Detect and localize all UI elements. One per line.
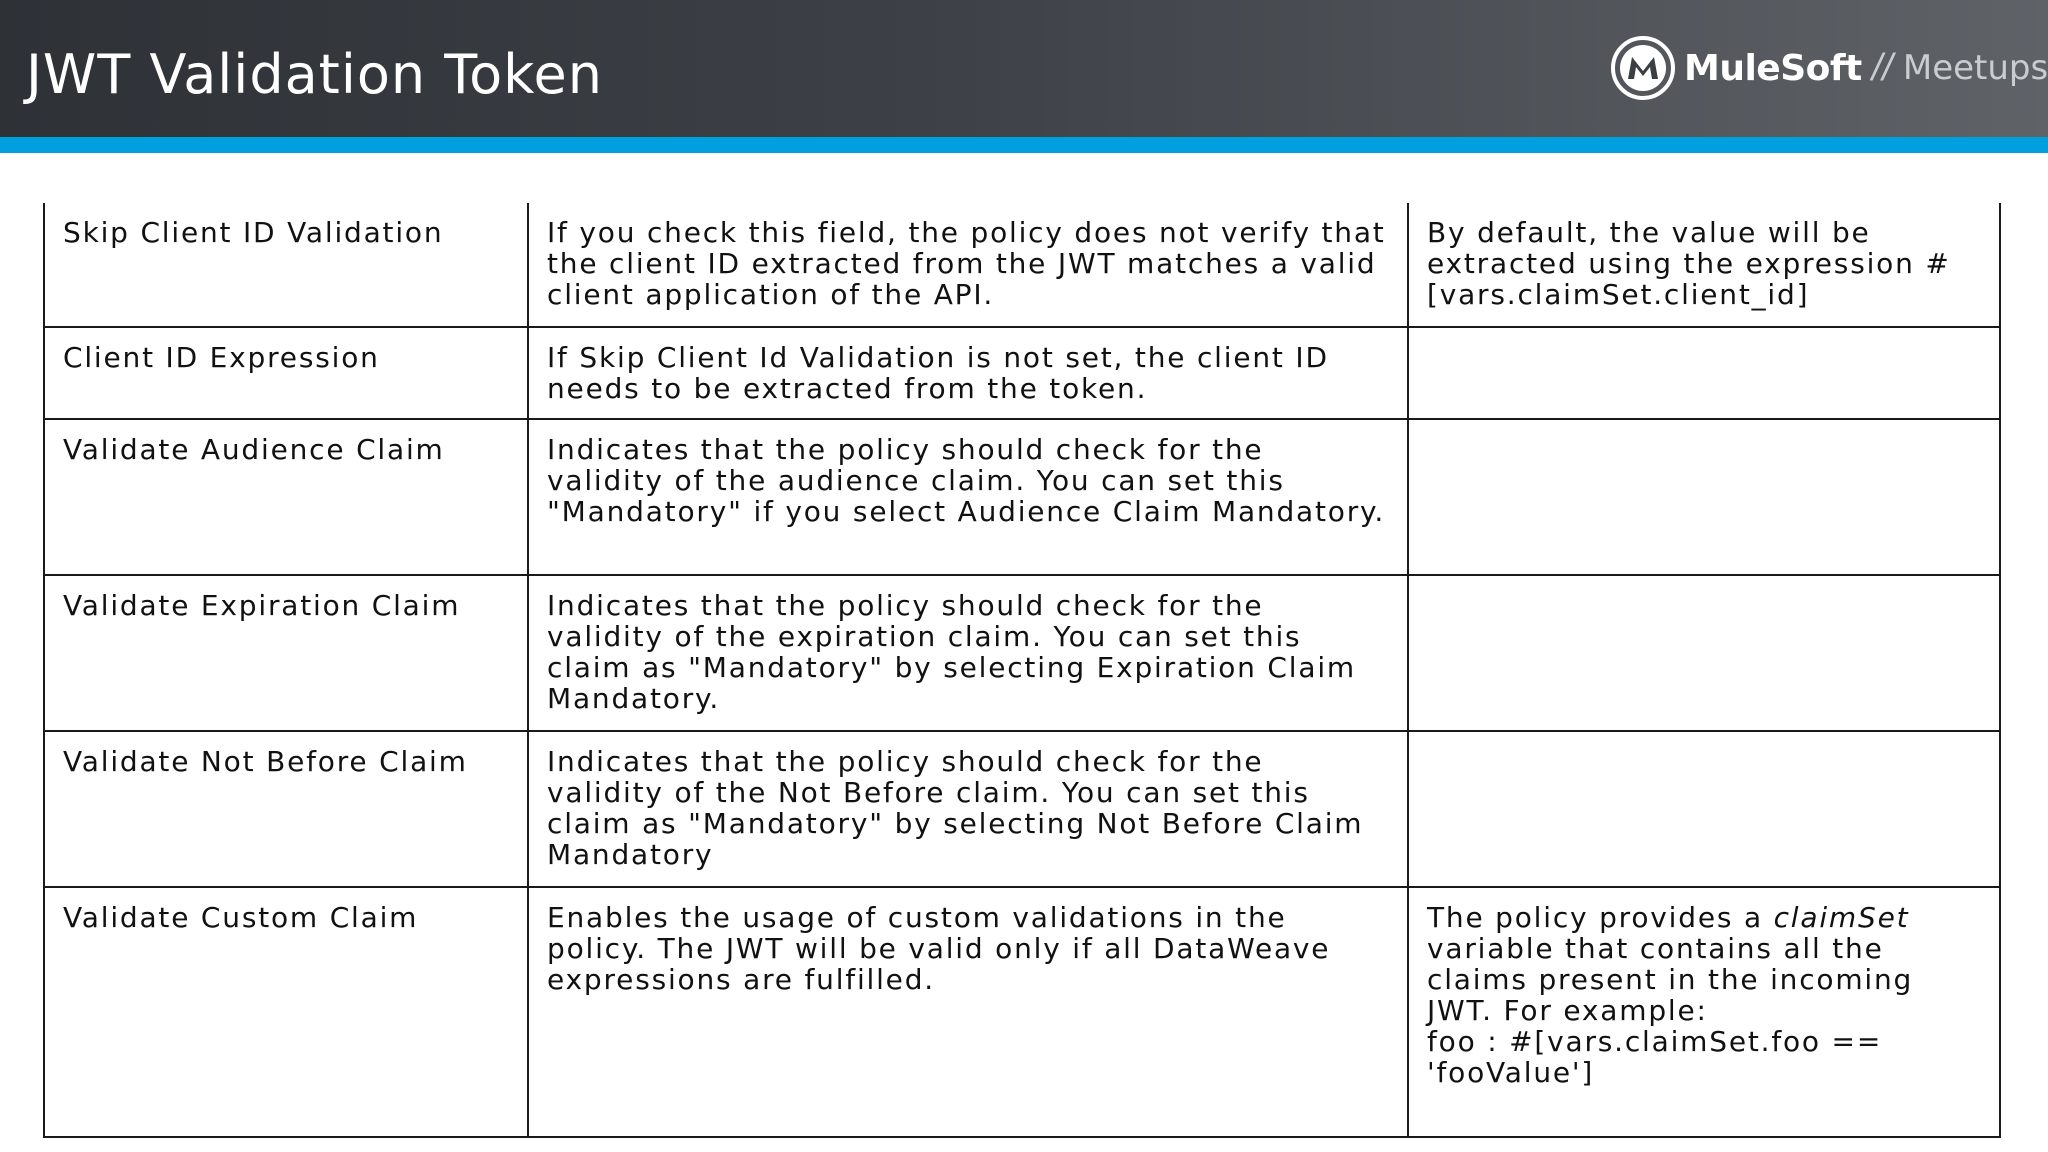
field-name-cell: Validate Not Before Claim — [44, 731, 528, 887]
policy-fields-table-container — [43, 203, 1999, 1138]
default-cell — [1408, 327, 2000, 419]
policy-fields-table — [43, 203, 2001, 1138]
default-cell — [1408, 731, 2000, 887]
table-row — [44, 731, 2000, 887]
description-cell: If Skip Client Id Validation is not set, the client ID needs to be extracted from the token. — [528, 327, 1408, 419]
description-cell: Enables the usage of custom validations in the policy. The JWT will be valid only if all DataWeave expressions are fulfilled. — [528, 887, 1408, 1137]
logo-brand-text: MuleSoft — [1684, 47, 1862, 89]
default-cell: By default, the value will be extracted using the expression #[vars.claimSet.client_id] — [1408, 203, 2000, 327]
table-row — [44, 419, 2000, 575]
table-row — [44, 327, 2000, 419]
description-cell: Indicates that the policy should check for the validity of the Not Before claim. You can set this claim as "Mandatory" by selecting Not Before Claim Mandatory — [528, 731, 1408, 887]
field-name-cell: Validate Expiration Claim — [44, 575, 528, 731]
example-expression-line2: 'fooValue'] — [1427, 1056, 1595, 1089]
field-name-cell: Skip Client ID Validation — [44, 203, 528, 327]
header-accent-bar — [0, 137, 2048, 153]
default-cell — [1408, 887, 2000, 1137]
description-cell: If you check this field, the policy does not verify that the client ID extracted from the JWT matches a valid client application of the API. — [528, 203, 1408, 327]
logo-separator: // — [1871, 46, 1893, 89]
default-text-prefix: The policy provides a — [1427, 901, 1774, 934]
description-cell: Indicates that the policy should check for the validity of the expiration claim. You can set this claim as "Mandatory" by selecting Expiration Claim Mandatory. — [528, 575, 1408, 731]
field-name-cell: Validate Custom Claim — [44, 887, 528, 1137]
field-name-cell: Client ID Expression — [44, 327, 528, 419]
claimset-variable: claimSet — [1773, 901, 1910, 934]
table-row — [44, 887, 2000, 1137]
description-cell: Indicates that the policy should check for the validity of the audience claim. You can set this "Mandatory" if you select Audience Claim Mandatory. — [528, 419, 1408, 575]
field-name-cell: Validate Audience Claim — [44, 419, 528, 575]
default-cell — [1408, 419, 2000, 575]
example-expression-line1: foo : #[vars.claimSet.foo == — [1427, 1025, 1883, 1058]
default-text-suffix: variable that contains all the claims present in the incoming JWT. For example: — [1427, 932, 1914, 1027]
slide-title: JWT Validation Token — [26, 43, 603, 106]
mulesoft-logo-icon — [1610, 35, 1676, 101]
mulesoft-meetups-logo — [1610, 33, 2048, 103]
slide-header — [0, 0, 2048, 137]
logo-sub-text: Meetups — [1902, 48, 2048, 88]
default-cell — [1408, 575, 2000, 731]
table-row — [44, 203, 2000, 327]
table-row — [44, 575, 2000, 731]
